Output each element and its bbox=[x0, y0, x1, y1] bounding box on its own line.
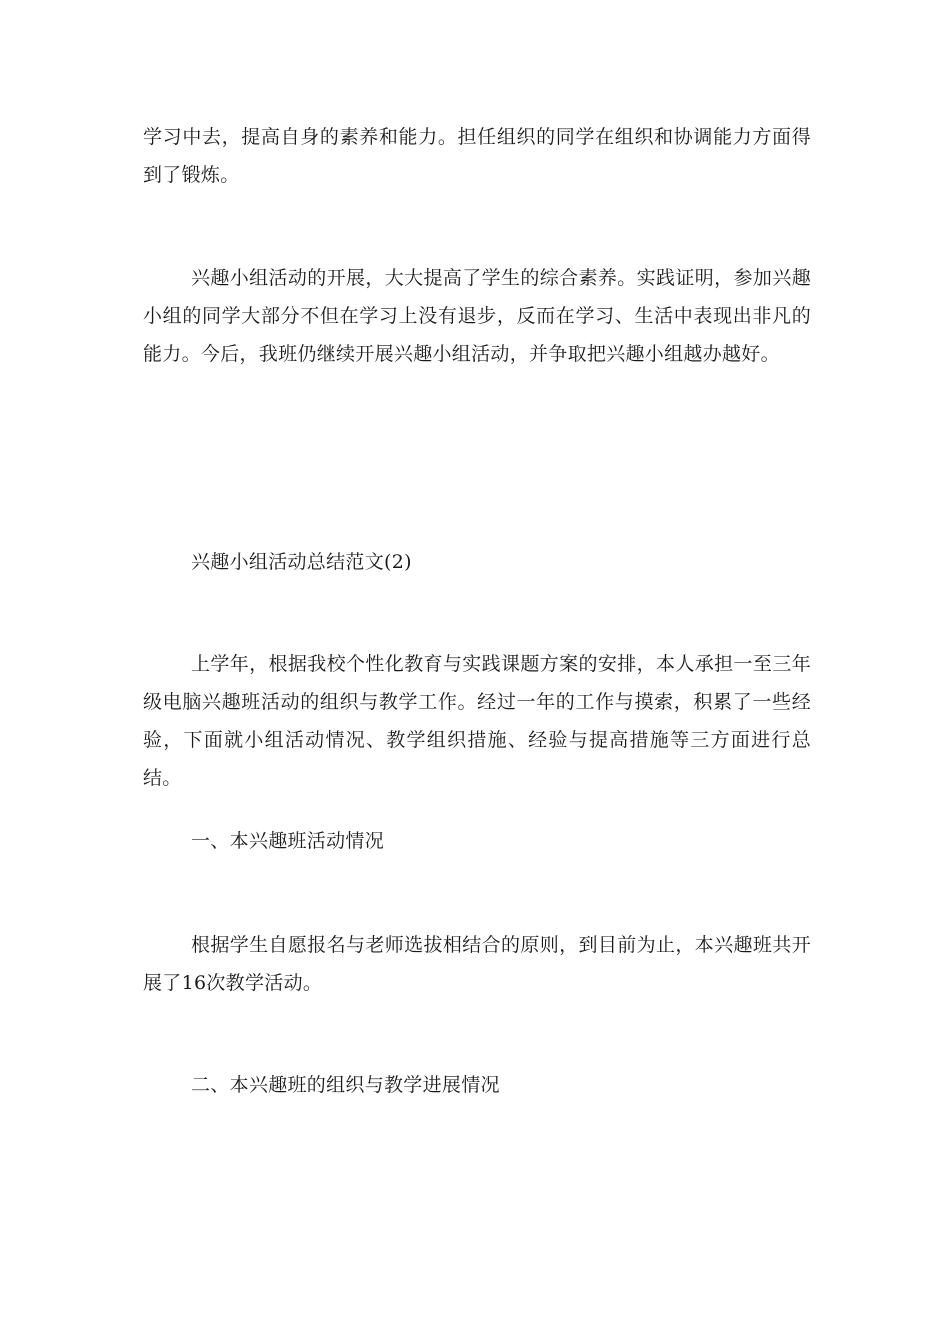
paragraph-continuation: 学习中去，提高自身的素养和能力。担任组织的同学在组织和协调能力方面得到了锻炼。 bbox=[143, 126, 811, 186]
section-title: 兴趣小组活动总结范文(2) bbox=[191, 551, 412, 573]
heading-organization-progress: 二、本兴趣班的组织与教学进展情况 bbox=[191, 1074, 500, 1096]
paragraph-activity-count: 根据学生自愿报名与老师选拔相结合的原则，到目前为止，本兴趣班共开展了16次教学活动。 bbox=[143, 934, 811, 994]
heading-activity-status: 一、本兴趣班活动情况 bbox=[191, 830, 385, 852]
paragraph-intro: 上学年，根据我校个性化教育与实践课题方案的安排，本人承担一至三年级电脑兴趣班活动的组织与教学工作。经过一年的工作与摸索，积累了一些经验，下面就小组活动情况、教学组织措施、经验与提高措施等三方面进行总结。 bbox=[143, 653, 811, 789]
paragraph-summary: 兴趣小组活动的开展，大大提高了学生的综合素养。实践证明，参加兴趣小组的同学大部分不但在学习上没有退步，反而在学习、生活中表现出非凡的能力。今后，我班仍继续开展兴趣小组活动，并争取把兴趣小组越办越好。 bbox=[143, 267, 811, 365]
